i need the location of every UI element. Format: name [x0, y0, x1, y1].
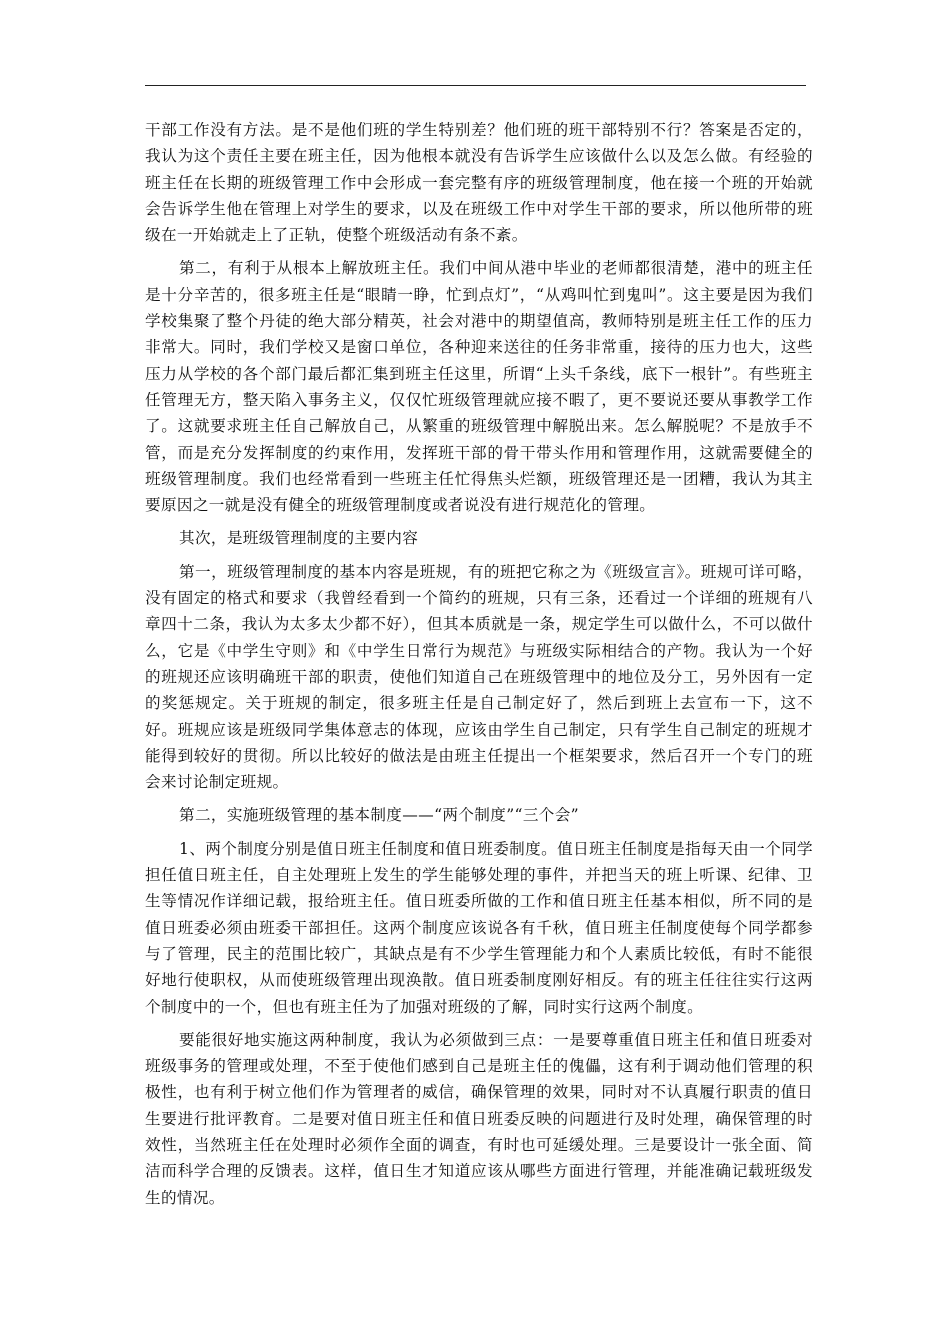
section-heading-main-content: 其次，是班级管理制度的主要内容 [179, 529, 419, 548]
paragraph-2: 第二，有利于从根本上解放班主任。我们中间从港中毕业的老师都很清楚，港中的班主任是十分辛苦的，很多班主任是“眼睛一睁，忙到点灯”，“从鸡叫忙到鬼叫”。这主要是因为我们学校集聚了整个丹徒的绝大部分精英，社会对港中的期望值高，教师特别是班主任工作的压力非常大。同时，我们学校又是窗口单位，各种迎来送往的任务非常重，接待的压力也大，这些压力从学校的各个部门最后都汇集到班主任这里，所谓“上头千条线，底下一根针”。有些班主任管理无方，整天陷入事务主义，仅仅忙班级管理就应接不暇了，更不要说还要从事教学工作了。这就要求班主任自己解放自己，从繁重的班级管理中解脱出来。怎么解脱呢？不是放手不管，而是充分发挥制度的约束作用，发挥班干部的骨干带头作用和管理作用，这就需要健全的班级管理制度。我们也经常看到一些班主任忙得焦头烂额，班级管理还是一团糟，我认为其主要原因之一就是没有健全的班级管理制度或者说没有进行规范化的管理。 [145, 259, 813, 515]
paragraph-4: 第一，班级管理制度的基本内容是班规，有的班把它称之为《班级宣言》。班规可详可略，没有固定的格式和要求（我曾经看到一个简约的班规，只有三条，还看过一个详细的班规有八章四十二条，我认为太多太少都不好），但其本质就是一条，规定学生可以做什么，不可以做什么，它是《中学生守则》和《中学生日常行为规范》与班级实际相结合的产物。我认为一个好的班规还应该明确班干部的职责，使他们知道自己在班级管理中的地位及分工，另外因有一定的奖惩规定。关于班规的制定，很多班主任是自己制定好了，然后到班上去宣布一下，这不好。班规应该是班级同学集体意志的体现，应该由学生自己制定，只有学生自己制定的班规才能得到较好的贯彻。所以比较好的做法是由班主任提出一个框架要求，然后召开一个专门的班会来讨论制定班规。 [145, 562, 813, 792]
paragraph-7: 要能很好地实施这两种制度，我认为必须做到三点：一是要尊重值日班主任和值日班委对班级事务的管理或处理，不至于使他们感到自己是班主任的傀儡，这有利于调动他们管理的积极性，也有利于树立他们作为管理者的威信，确保管理的效果，同时对不认真履行职责的值日生要进行批评教育。二是要对值日班主任和值日班委反映的问题进行及时处理，确保管理的时效性，当然班主任在处理时必须作全面的调查，有时也可延缓处理。三是要设计一张全面、简洁而科学合理的反馈表。这样，值日生才知道应该从哪些方面进行管理，并能准确记载班级发生的情况。 [145, 1030, 813, 1207]
header-rule [145, 85, 806, 86]
body-text [145, 117, 813, 1218]
paragraph-6: 1、两个制度分别是值日班主任制度和值日班委制度。值日班主任制度是指每天由一个同学担任值日班主任，自主处理班上发生的学生能够处理的事件，并把当天的班上听课、纪律、卫生等情况作详细记载，报给班主任。值日班委所做的工作和值日班主任基本相似，所不同的是值日班委必须由班委干部担任。这两个制度应该说各有千秋，值日班主任制度使每个同学都参与了管理，民主的范围比较广，其缺点是有不少学生管理能力和个人素质比较低，有时不能很好地行使职权，从而使班级管理出现涣散。值日班委制度刚好相反。有的班主任往往实行这两个制度中的一个，但也有班主任为了加强对班级的了解，同时实行这两个制度。 [145, 839, 813, 1016]
paragraph-1: 干部工作没有方法。是不是他们班的学生特别差？他们班的班干部特别不行？答案是否定的，我认为这个责任主要在班主任，因为他根本就没有告诉学生应该做什么以及怎么做。有经验的班主任在长期的班级管理工作中会形成一套完整有序的班级管理制度，他在接一个班的开始就会告诉学生他在管理上对学生的要求，以及在班级工作中对学生干部的要求，所以他所带的班级在一开始就走上了正轨，使整个班级活动有条不紊。 [145, 121, 813, 245]
section-heading-two-systems: 第二，实施班级管理的基本制度——“两个制度”“三个会” [179, 806, 579, 825]
